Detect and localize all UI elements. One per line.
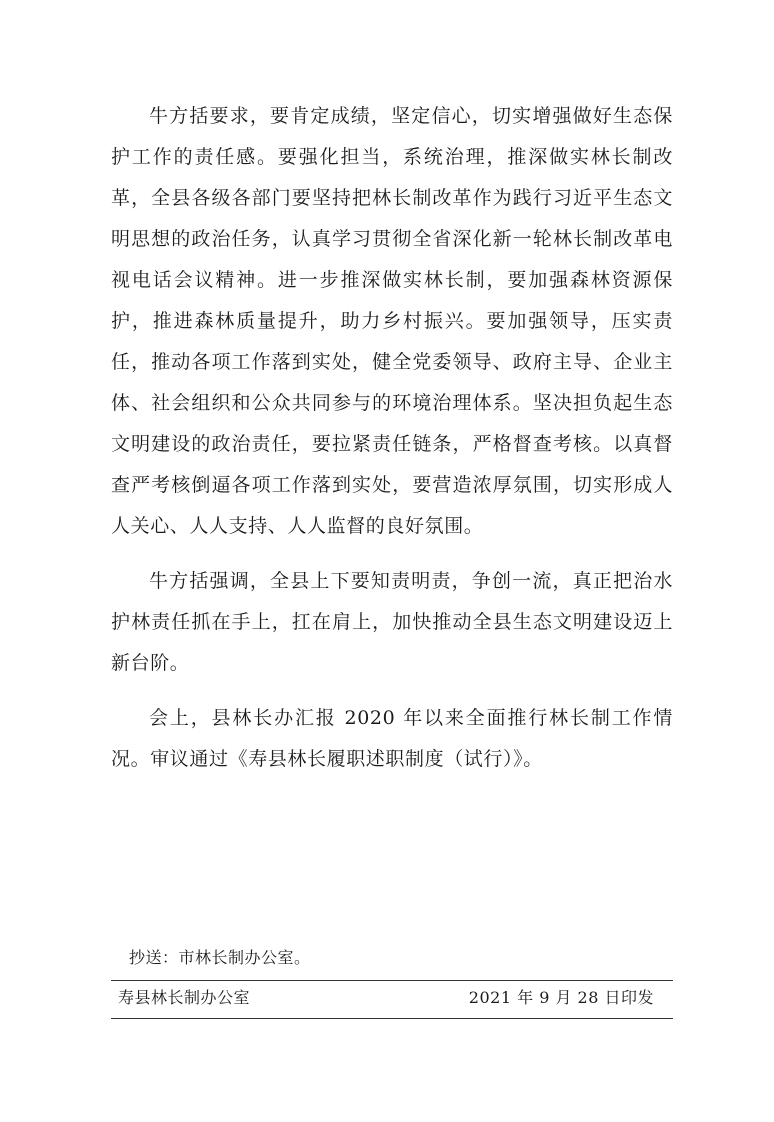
cc-line: 抄送：市林长制办公室。: [129, 948, 311, 967]
footer-rule-top: [111, 980, 673, 981]
footer-rule-bottom: [111, 1018, 673, 1019]
issue-date: 2021 年 9 月 28 日印发: [468, 988, 654, 1007]
paragraph-emphasis: 牛方括强调，全县上下要知责明责，争创一流，真正把治水护林责任抓在手上，扛在肩上，加快推动全县生态文明建设迈上新台阶。: [111, 570, 673, 674]
paragraph-requirements: 牛方括要求，要肯定成绩，坚定信心，切实增强做好生态保护工作的责任感。要强化担当，系统治理，推深做实林长制改革，全县各级各部门要坚持把林长制改革作为践行习近平生态文明思想的政治任务，认真学习贯彻全省深化新一轮林长制改革电视电话会议精神。进一步推深做实林长制，要加强森林资源保护，推进森林质量提升，助力乡村振兴。要加强领导，压实责任，推动各项工作落到实处，健全党委领导、政府主导、企业主体、社会组织和公众共同参与的环境治理体系。坚决担负起生态文明建设的政治责任，要拉紧责任链条，严格督查考核。以真督查严考核倒逼各项工作落到实处，要营造浓厚氛围，切实形成人人关心、人人支持、人人监督的良好氛围。: [111, 105, 673, 537]
issuing-office: 寿县林长制办公室: [118, 988, 251, 1007]
paragraph-meeting: 会上，县林长办汇报 2020 年以来全面推行林长制工作情况。审议通过《寿县林长履职述职制度（试行）》。: [111, 707, 673, 770]
body-text: [111, 96, 673, 794]
